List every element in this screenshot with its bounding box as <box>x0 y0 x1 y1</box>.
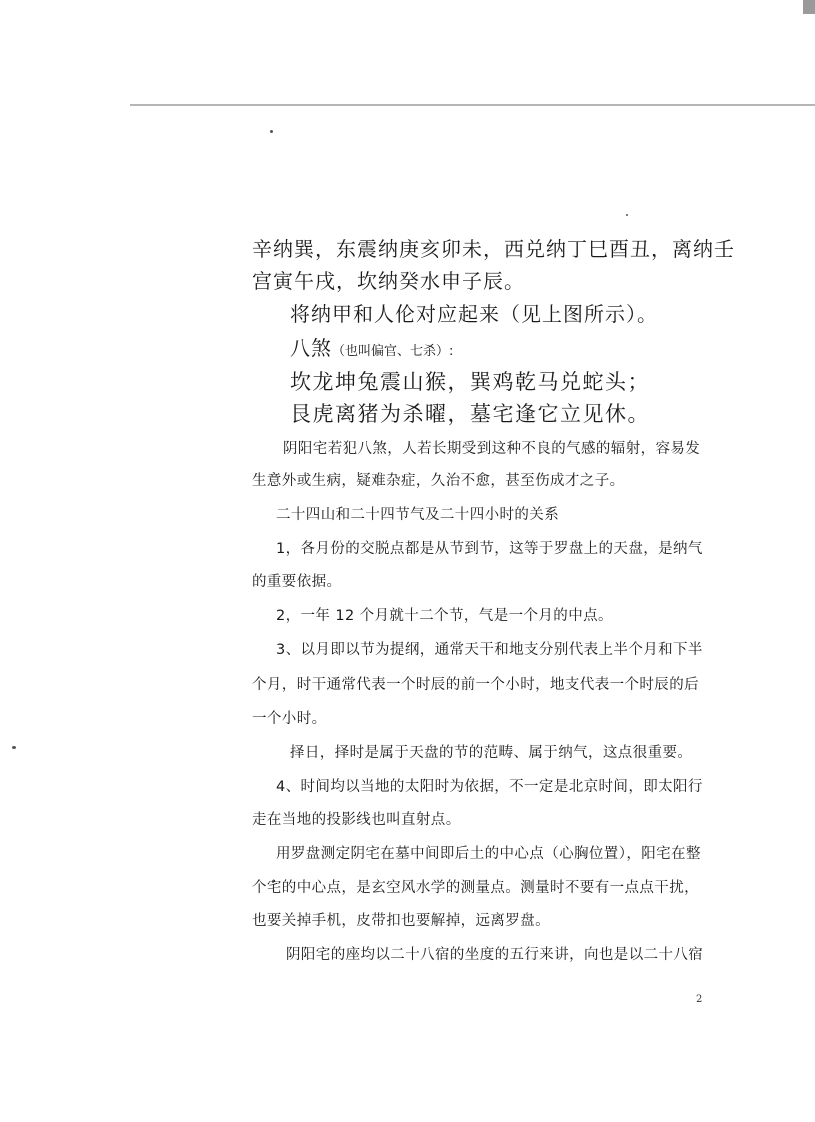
text-line: 走在当地的投影线也叫直射点。 <box>252 812 461 828</box>
text-line: 个宅的中心点，是玄空风水学的测量点。测量时不要有一点点干扰， <box>252 880 699 896</box>
text-line: 3、以月即以节为提纲，通常天干和地支分别代表上半个月和下半 <box>276 642 703 658</box>
text-line: 择日，择时是属于天盘的节的范畴、属于纳气，这点很重要。 <box>290 745 693 761</box>
text-line: 的重要依据。 <box>252 574 342 590</box>
verse-line: 坎龙坤兔震山猴，巽鸡乾马兑蛇头； <box>290 370 650 394</box>
text-line: 2，一年 12 个月就十二个节，气是一个月的中点。 <box>276 608 613 624</box>
verse-line: 艮虎离猪为杀曜，墓宅逢它立见休。 <box>290 402 650 426</box>
scan-speck <box>12 746 16 749</box>
text-line: 阴阳宅若犯八煞，人若长期受到这种不良的气感的辐射，容易发 <box>283 441 701 457</box>
bashi-heading: 八煞 <box>290 336 332 360</box>
text-line: 将纳甲和人伦对应起来（见上图所示）。 <box>290 302 658 326</box>
text-line: 阴阳宅的座均以二十八宿的坐度的五行来讲，向也是以二十八宿 <box>286 947 704 963</box>
text-line: 一个小时。 <box>252 711 327 727</box>
scan-speck <box>270 130 273 133</box>
page-number: 2 <box>696 994 703 1005</box>
text-line: 1，各月份的交脱点都是从节到节，这等于罗盘上的天盘，是纳气 <box>276 541 703 557</box>
text-line: 辛纳巽，东震纳庚亥卯未，西兑纳丁巳酉丑，离纳壬 <box>252 237 735 261</box>
bashi-note: （也叫偏官、七杀）: <box>332 344 454 359</box>
scan-corner-mark <box>803 0 815 14</box>
text-line: 用罗盘测定阴宅在墓中间即后土的中心点（心胸位置），阳宅在整 <box>276 846 701 862</box>
bashi-heading-line <box>290 332 453 361</box>
text-line: 宫寅午戌，坎纳癸水申子辰。 <box>252 269 525 293</box>
scan-speck <box>626 214 628 216</box>
text-line: 也要关掉手机，皮带扣也要解掉，远离罗盘。 <box>252 913 550 929</box>
text-line: 生意外或生病，疑难杂症，久治不愈，甚至伤成才之子。 <box>252 473 625 489</box>
section-heading: 二十四山和二十四节气及二十四小时的关系 <box>276 507 560 523</box>
text-line: 个月，时干通常代表一个时辰的前一个小时，地支代表一个时辰的后 <box>252 677 699 693</box>
text-line: 4、时间均以当地的太阳时为依据，不一定是北京时间，即太阳行 <box>276 779 703 795</box>
top-rule <box>130 104 815 106</box>
